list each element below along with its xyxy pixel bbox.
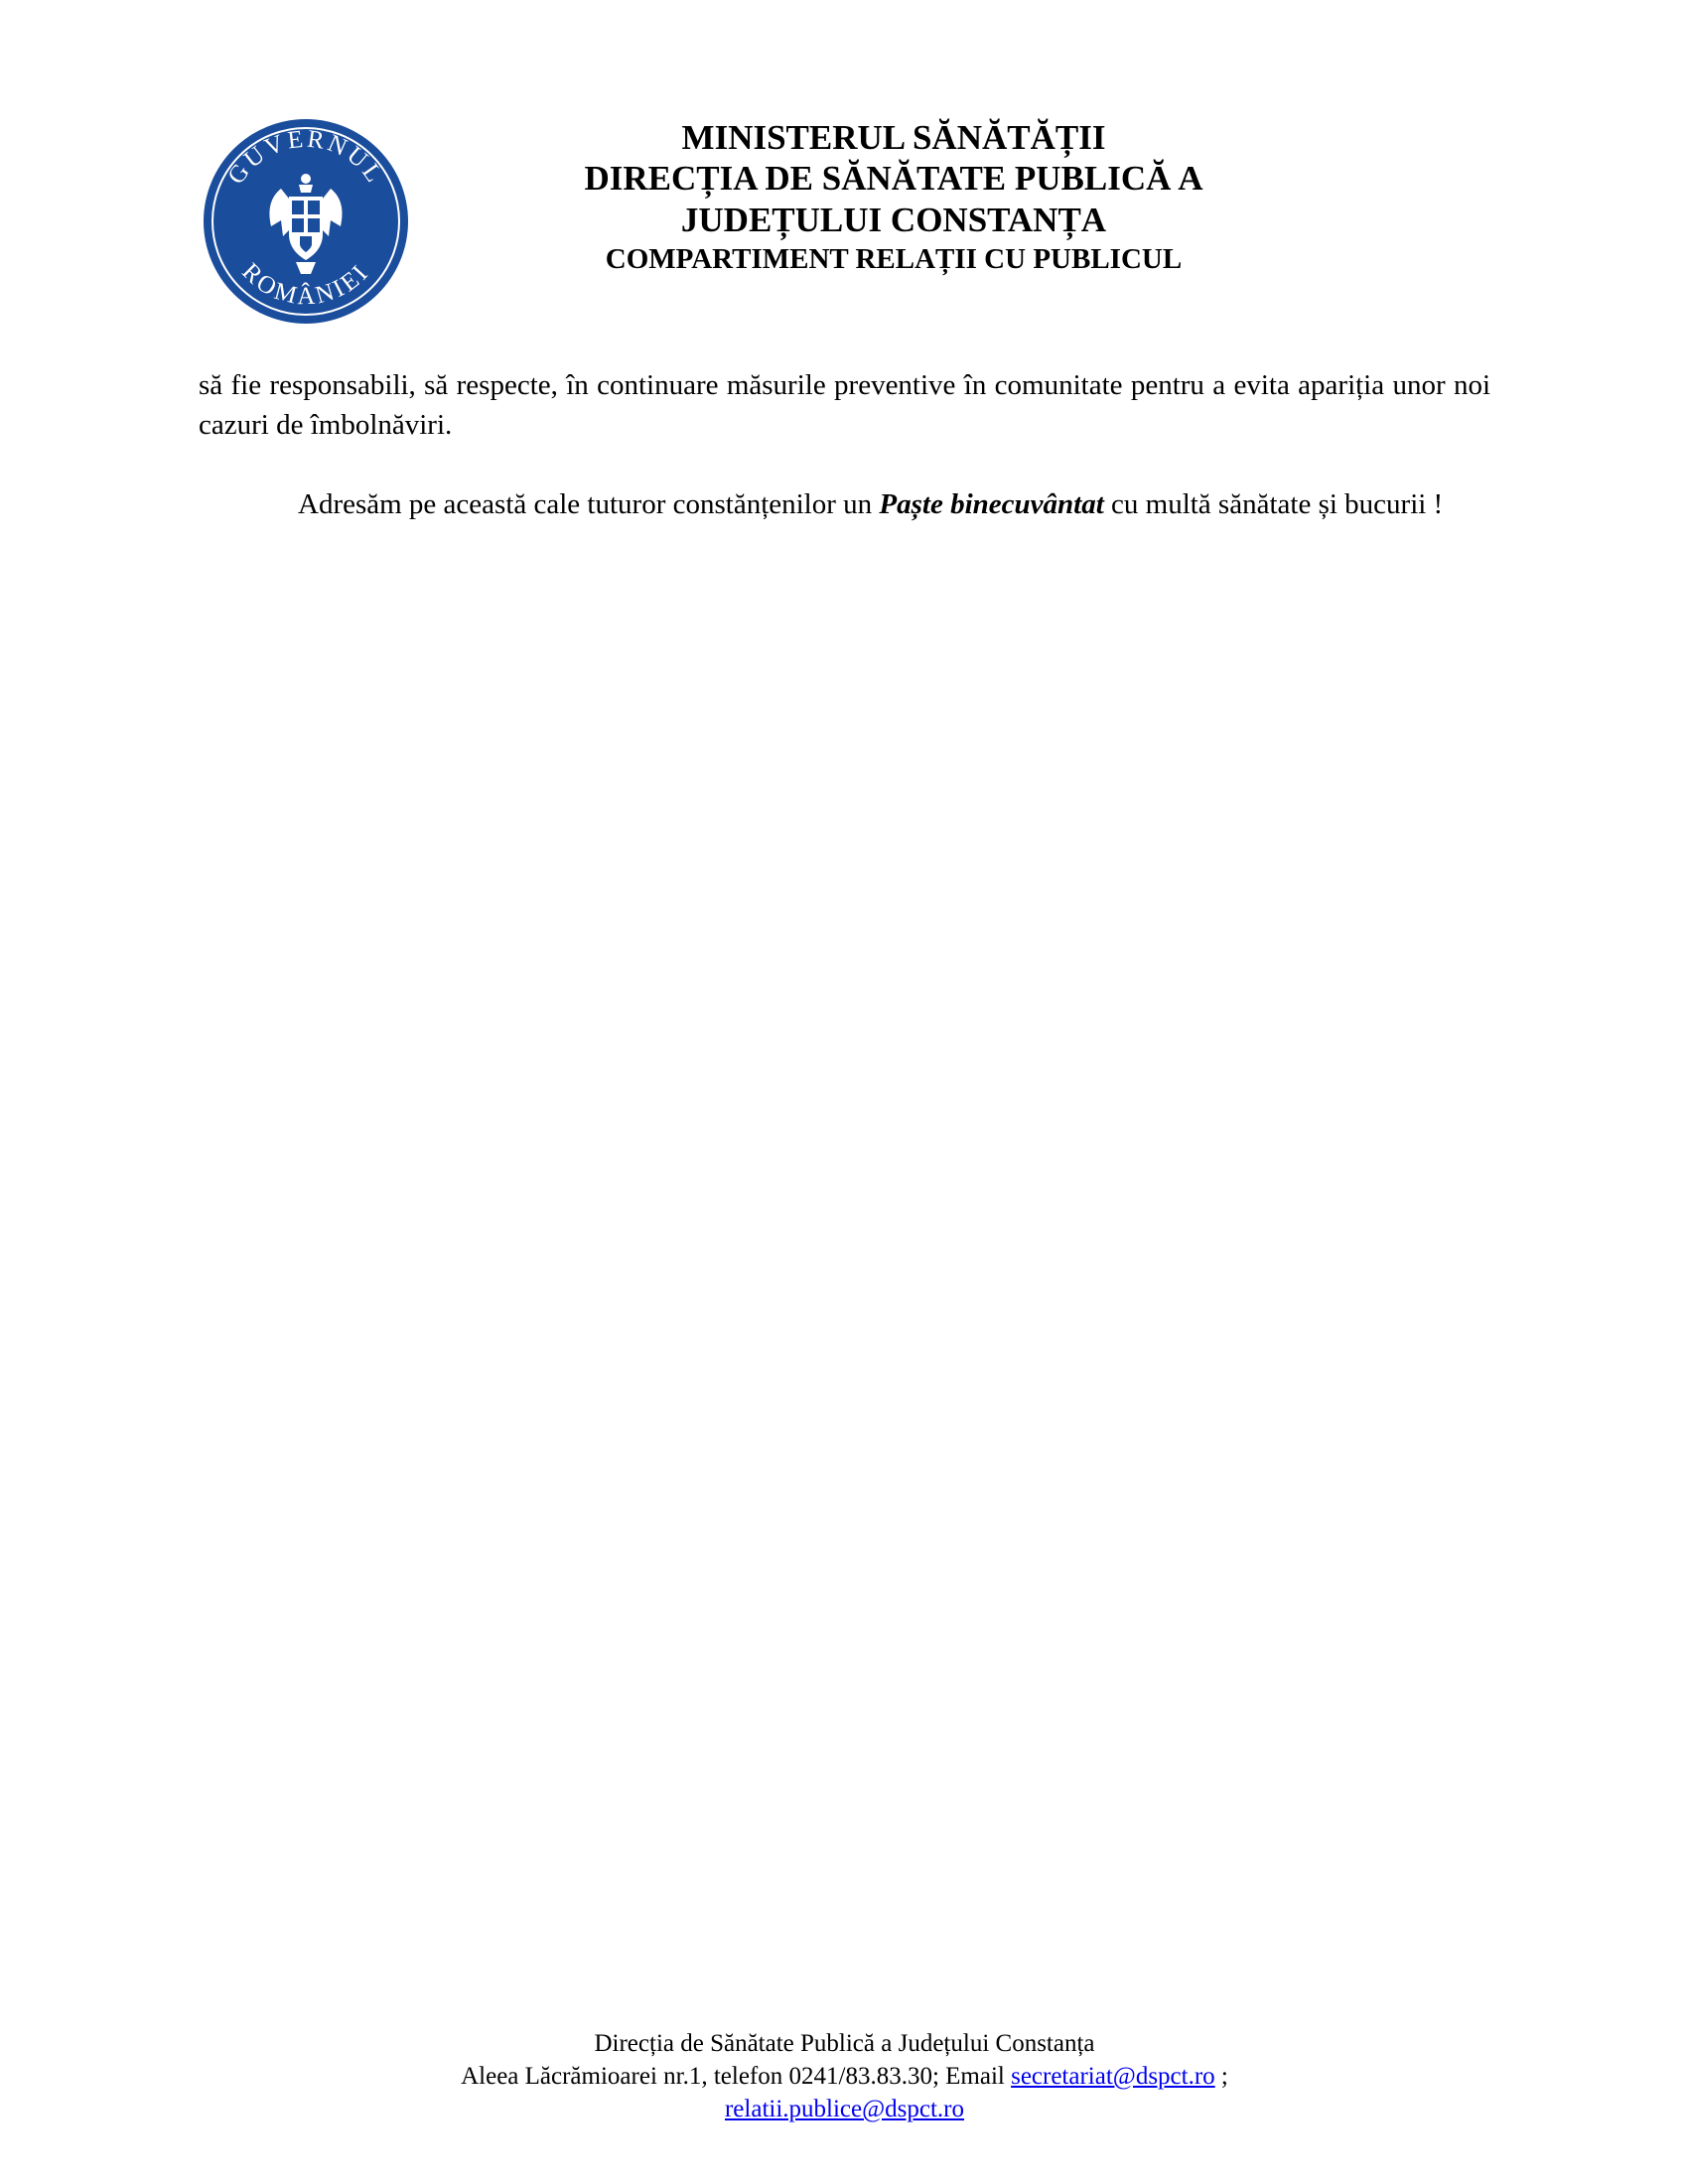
footer-separator: ; bbox=[1214, 2063, 1228, 2090]
ministry-title: MINISTERUL SĂNĂTĂȚII bbox=[681, 118, 1106, 157]
directorate-title: DIRECȚIA DE SĂNĂTATE PUBLICĂ A bbox=[584, 159, 1203, 199]
government-seal-logo bbox=[202, 117, 410, 326]
document-footer bbox=[199, 2027, 1490, 2125]
body-paragraph-1: să fie responsabili, să respecte, în continuare măsurile preventive în comunitate pentru a evita apariția unor noi cazuri de îmbolnăviri. bbox=[199, 369, 1490, 441]
document-body bbox=[199, 365, 1490, 524]
footer-address-phone: Aleea Lăcrămioarei nr.1, telefon 0241/83.83.30; Email bbox=[461, 2063, 1012, 2090]
easter-greeting-emphasis: Paște binecuvântat bbox=[879, 488, 1104, 520]
seal-text-top: GUVERNUL bbox=[222, 125, 389, 190]
department-title: COMPARTIMENT RELAȚII CU PUBLICUL bbox=[605, 242, 1183, 275]
paragraph-2-end: cu multă sănătate și bucurii ! bbox=[1103, 488, 1444, 520]
footer-institution: Direcția de Sănătate Publică a Județului Constanța bbox=[594, 2030, 1095, 2057]
body-paragraph-2 bbox=[199, 484, 1490, 524]
footer-email-line bbox=[199, 2093, 1490, 2125]
county-title: JUDEȚULUI CONSTANȚA bbox=[680, 200, 1107, 239]
secretariat-email-link[interactable]: secretariat@dspct.ro bbox=[1011, 2063, 1215, 2090]
footer-contact-line bbox=[199, 2060, 1490, 2093]
document-header bbox=[427, 117, 1360, 276]
paragraph-2-start: Adresăm pe această cale tuturor constănțenilor un bbox=[298, 488, 880, 520]
seal-text-bottom: ROMÂNIEI bbox=[236, 258, 375, 311]
public-relations-email-link[interactable]: relatii.publice@dspct.ro bbox=[724, 2096, 964, 2122]
